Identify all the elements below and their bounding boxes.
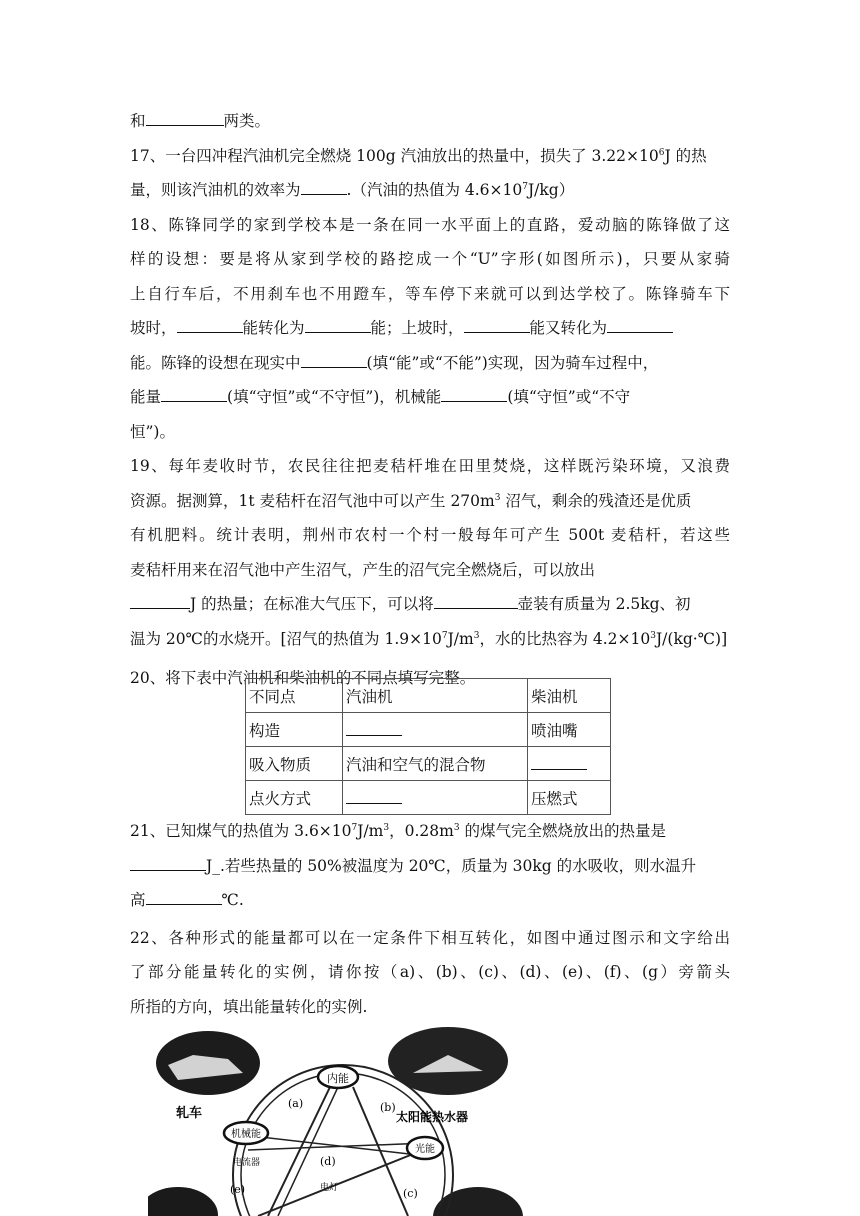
answer-blank[interactable] xyxy=(464,313,530,333)
caption-left: 轧车 xyxy=(176,1106,203,1121)
q19-line-2: 资源。据测算，1t 麦秸杆在沼气池中可以产生 $270m^3$ 沼气，剩余的残渣还是优质 xyxy=(130,491,692,510)
q16-tail-line: 和 两类。 xyxy=(130,104,730,139)
document-body-lower xyxy=(130,814,730,1024)
q18-line-4: 坡时， 能转化为 能；上坡时， 能又转化为 xyxy=(130,311,730,346)
answer-blank[interactable] xyxy=(130,589,190,609)
q22-line-1: 22、各种形式的能量都可以在一定条件下相互转化，如图中通过图示和文字给出 xyxy=(130,928,730,947)
bottom-left-photo xyxy=(148,1187,218,1216)
answer-blank[interactable] xyxy=(305,313,371,333)
q18-line-5: 能。陈锋的设想在现实中 (填“能”或“不能”)实现，因为骑车过程中， xyxy=(130,346,730,381)
node-mechanical-energy: 机械能 xyxy=(231,1129,261,1140)
q21-line-1: 21、已知煤气的热值为 $3.6\times 10^7J/m^3$，$0.28m^3$ 的煤气完全燃烧放出的热量是 xyxy=(130,822,667,840)
q17-line-2: 量，则该汽油机的效率为 .（汽油的热值为 $4.6\times 10^7J/kg$） xyxy=(130,173,730,208)
answer-blank[interactable] xyxy=(130,851,206,871)
node-internal-energy: 内能 xyxy=(327,1072,349,1085)
answer-blank[interactable] xyxy=(301,175,347,195)
caption-right: 太阳能热水器 xyxy=(396,1110,469,1124)
answer-blank[interactable] xyxy=(161,382,227,402)
q18-line-3: 上自行车后，不用刹车也不用蹬车，等车停下来就可以到达学校了。陈锋骑车下 xyxy=(130,284,730,303)
table-row: 吸入物质 汽油和空气的混合物 xyxy=(246,747,611,781)
q22-line-2: 了部分能量转化的实例，请你按（a)、(b)、(c)、(d)、(e)、(f)、(g）旁箭头 xyxy=(130,963,730,981)
label-e: (e) xyxy=(230,1183,246,1196)
answer-blank[interactable] xyxy=(346,719,402,736)
q20-line: 20、将下表中汽油机和柴油机的不同点填写完整。 xyxy=(130,669,476,687)
label-d: (d) xyxy=(320,1155,336,1168)
answer-blank[interactable] xyxy=(607,313,673,333)
inner-label-1: 电流器 xyxy=(233,1158,261,1168)
comparison-table xyxy=(245,678,611,815)
q19-line-3: 有机肥料。统计表明，荆州市农村一个村一般每年可产生 500t 麦秸杆，若这些 xyxy=(130,526,730,544)
label-b: (b) xyxy=(380,1101,396,1114)
q18-line-6: 能量 (填“守恒”或“不守恒”)，机械能 (填“守恒”或“不守 xyxy=(130,380,730,415)
label-c: (c) xyxy=(403,1187,418,1200)
q17-line-1: 17、一台四冲程汽油机完全燃烧 100g 汽油放出的热量中，损失了 $3.22\times 10^6J$ 的热 xyxy=(130,146,707,165)
answer-blank[interactable] xyxy=(301,348,367,368)
node-light-energy: 光能 xyxy=(415,1144,435,1155)
inner-label-2: 电灯 xyxy=(320,1183,339,1193)
table-row: 不同点 汽油机 柴油机 xyxy=(246,679,611,713)
table-row: 构造 喷油嘴 xyxy=(246,713,611,747)
energy-conversion-figure xyxy=(148,1025,568,1216)
table-row: 点火方式 压燃式 xyxy=(246,781,611,815)
q21-line-3: 高 ℃. xyxy=(130,883,730,918)
q18-line-1: 18、陈锋同学的家到学校本是一条在同一水平面上的直路，爱动脑的陈锋做了这 xyxy=(130,215,730,234)
q19-line-4: 麦秸杆用来在沼气池中产生沼气，产生的沼气完全燃烧后，可以放出 xyxy=(130,560,596,579)
answer-blank[interactable] xyxy=(177,313,243,333)
label-a: (a) xyxy=(288,1097,304,1110)
q19-line-6: 温为 20℃的水烧开。[沼气的热值为 $1.9\times 10^7J/m^3$，水的比热容为 $4.2\times 10^3J/(kg\cdot℃)$] xyxy=(130,629,728,648)
q19-line-5: J 的热量；在标准大气压下，可以将 壶装有质量为 2.5kg、初 xyxy=(130,587,730,622)
q18-line-7: 恒”)。 xyxy=(130,422,175,441)
answer-blank[interactable] xyxy=(434,589,518,609)
answer-blank[interactable] xyxy=(441,382,507,402)
answer-blank[interactable] xyxy=(146,885,222,905)
q18-line-2: 样的设想：要是将从家到学校的路挖成一个“U”字形(如图所示)，只要从家骑 xyxy=(130,250,730,268)
document-body xyxy=(130,104,730,696)
answer-blank[interactable] xyxy=(346,787,402,804)
q22-line-3: 所指的方向，填出能量转化的实例. xyxy=(130,997,368,1016)
q19-line-1: 19、每年麦收时节，农民往往把麦秸杆堆在田里焚烧，这样既污染环境，又浪费 xyxy=(130,457,730,475)
answer-blank[interactable] xyxy=(146,106,224,126)
q21-line-2: J_.若些热量的 50%被温度为 20℃，质量为 30kg 的水吸收，则水温升 xyxy=(130,849,730,884)
answer-blank[interactable] xyxy=(531,753,587,770)
